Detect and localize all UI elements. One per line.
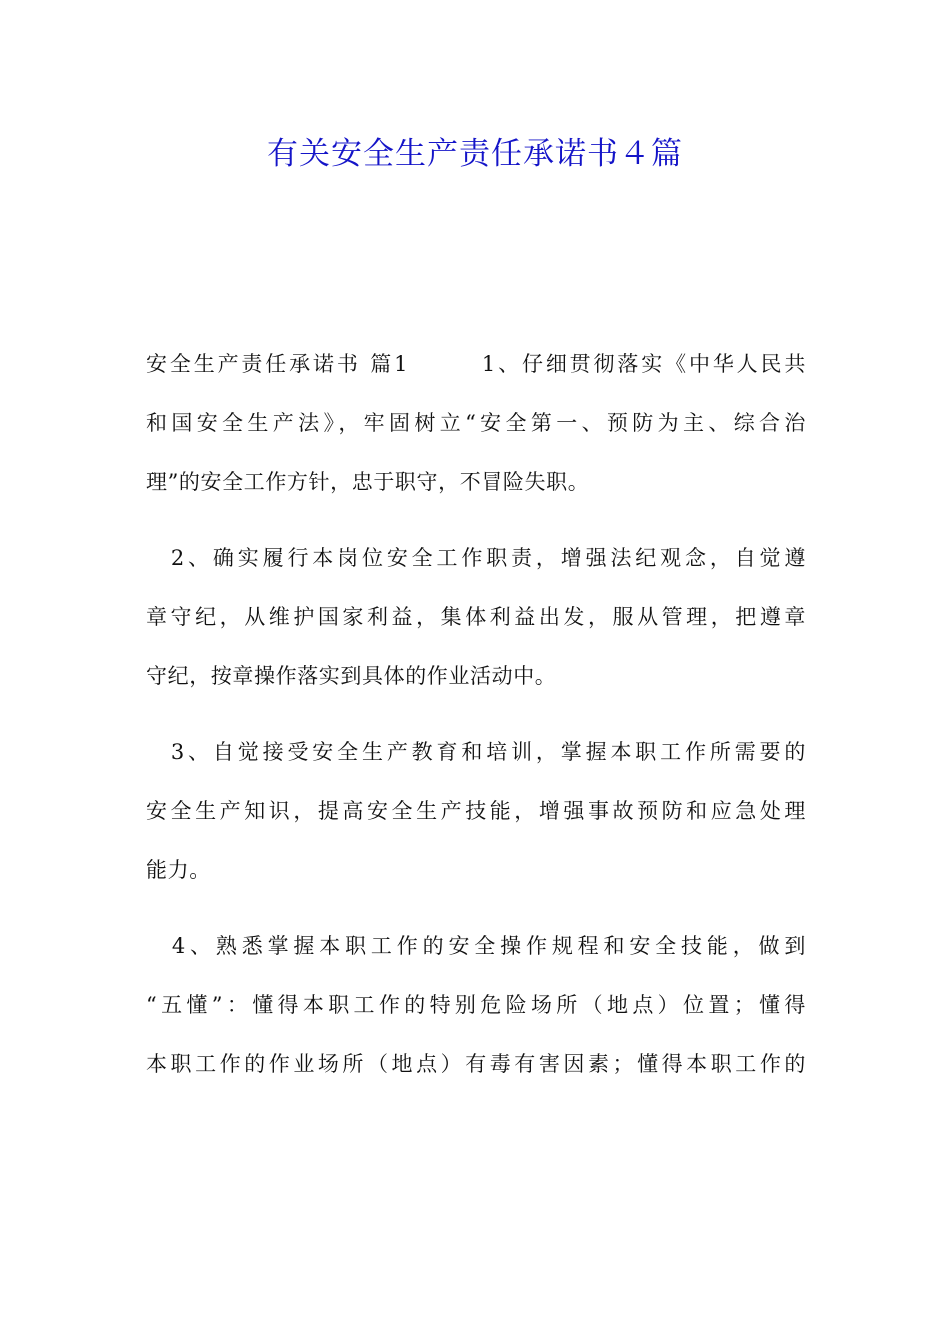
text-line: 3、自觉接受安全生产教育和培训，掌握本职工作所需要的: [146, 740, 806, 764]
paragraph-3: [146, 723, 806, 900]
text-line: 安全生产知识，提高安全生产技能，增强事故预防和应急处理: [146, 799, 806, 823]
document-title: 有关安全生产责任承诺书４篇: [267, 136, 683, 172]
document-body: [146, 335, 806, 1094]
text-line: 4、熟悉掌握本职工作的安全操作规程和安全技能，做到: [146, 934, 806, 958]
text-line: “五懂”：懂得本职工作的特别危险场所（地点）位置；懂得: [146, 993, 806, 1017]
paragraph-4: [146, 917, 806, 1094]
text-line: 能力。: [146, 858, 211, 882]
text-line: 本职工作的作业场所（地点）有毒有害因素；懂得本职工作的: [146, 1052, 806, 1076]
text-line: 2、确实履行本岗位安全工作职责，增强法纪观念，自觉遵: [146, 546, 806, 570]
text-line: 章守纪，从维护国家利益，集体利益出发，服从管理，把遵章: [146, 605, 806, 629]
text-line: 理”的安全工作方针，忠于职守，不冒险失职。: [146, 470, 590, 494]
text-line: 安全生产责任承诺书 篇1 1、仔细贯彻落实《中华人民共: [146, 352, 806, 376]
text-line: 守纪，按章操作落实到具体的作业活动中。: [146, 664, 557, 688]
paragraph-2: [146, 529, 806, 706]
text-line: 和国安全生产法》，牢固树立“安全第一、预防为主、综合治: [146, 411, 806, 435]
paragraph-1: [146, 335, 806, 512]
